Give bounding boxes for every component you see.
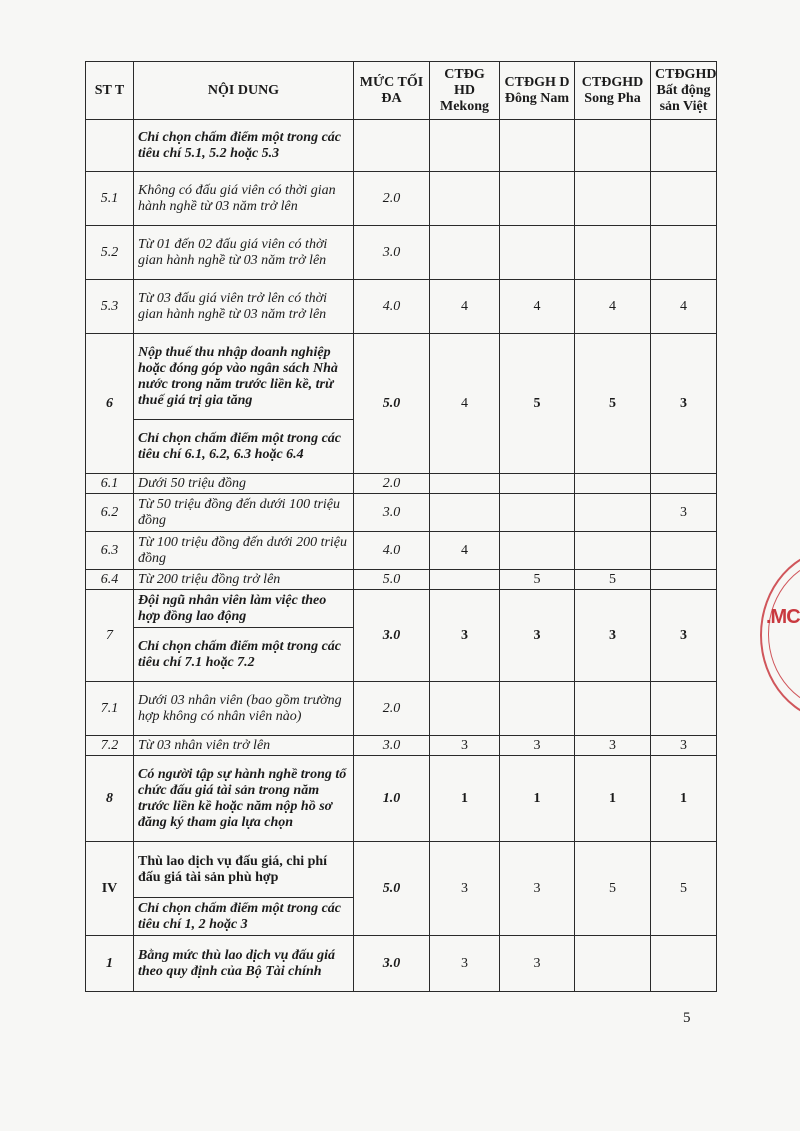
table-cell: 5.0 [354, 334, 430, 474]
table-cell: 3 [575, 590, 651, 682]
table-row [86, 120, 717, 172]
table-cell: 6.4 [86, 570, 134, 590]
table-cell: 3.0 [354, 936, 430, 992]
table-cell: 6.3 [86, 532, 134, 570]
table-cell: 3 [500, 936, 575, 992]
table-cell: Đội ngũ nhân viên làm việc theo hợp đồng lao động [134, 590, 354, 628]
table-cell: 2.0 [354, 474, 430, 494]
table-cell: 1 [651, 756, 717, 842]
table-cell: 7 [86, 590, 134, 682]
table-cell: Từ 50 triệu đồng đến dưới 100 triệu đồng [134, 494, 354, 532]
table-cell: 5 [651, 842, 717, 936]
table-cell: 3.0 [354, 736, 430, 756]
table-cell: 5.0 [354, 570, 430, 590]
table-cell: 4 [430, 532, 500, 570]
table-cell: Từ 03 đấu giá viên trở lên có thời gian hành nghề từ 03 năm trở lên [134, 280, 354, 334]
table-cell: 5.0 [354, 842, 430, 936]
table-cell: 5.2 [86, 226, 134, 280]
stamp-text: .MC [766, 606, 800, 628]
page-number: 5 [683, 1010, 691, 1026]
criteria-note: Chỉ chọn chấm điểm một trong các tiêu chí 5.1, 5.2 hoặc 5.3 [134, 120, 354, 172]
table-cell: 4.0 [354, 532, 430, 570]
table-cell: 3.0 [354, 590, 430, 682]
table-cell: Dưới 50 triệu đồng [134, 474, 354, 494]
table-cell: Thù lao dịch vụ đấu giá, chi phí đấu giá tài sản phù hợp [134, 842, 354, 898]
header-row [86, 62, 717, 120]
header-company-2: CTĐGH D Đông Nam [500, 62, 575, 120]
table-cell: Dưới 03 nhân viên (bao gồm trường hợp không có nhân viên nào) [134, 682, 354, 736]
table-row [86, 334, 717, 420]
table-cell: Có người tập sự hành nghề trong tổ chức đấu giá tài sản trong năm trước liền kề hoặc năm nộp hồ sơ đăng ký tham gia lựa chọn [134, 756, 354, 842]
table-cell: 6.1 [86, 474, 134, 494]
table-cell: 7.2 [86, 736, 134, 756]
table-cell: Chỉ chọn chấm điểm một trong các tiêu chí 1, 2 hoặc 3 [134, 898, 354, 936]
table-cell: 5 [575, 334, 651, 474]
table-row [86, 494, 717, 532]
table-cell: 8 [86, 756, 134, 842]
header-max: MỨC TỐI ĐA [354, 62, 430, 120]
table-cell: 3 [651, 590, 717, 682]
table-cell: 5 [575, 570, 651, 590]
table-row [86, 756, 717, 842]
table-row [86, 590, 717, 628]
table-row [86, 842, 717, 898]
table-cell: Bằng mức thù lao dịch vụ đấu giá theo quy định của Bộ Tài chính [134, 936, 354, 992]
table-cell: 5 [500, 334, 575, 474]
header-company-4: CTĐGHD Bất động sản Việt [651, 62, 717, 120]
table-cell: 4 [430, 334, 500, 474]
table-row [86, 474, 717, 494]
table-cell: 1 [86, 936, 134, 992]
table-cell: 5.3 [86, 280, 134, 334]
table-cell: 1 [575, 756, 651, 842]
table-cell: 4.0 [354, 280, 430, 334]
table-row [86, 532, 717, 570]
table-cell: 3 [500, 736, 575, 756]
table-cell: 3 [430, 590, 500, 682]
table-cell: Từ 03 nhân viên trở lên [134, 736, 354, 756]
table-cell: 7.1 [86, 682, 134, 736]
table-cell: 4 [500, 280, 575, 334]
table-cell: 3.0 [354, 494, 430, 532]
table-row [86, 280, 717, 334]
table-cell: 3 [430, 842, 500, 936]
table-cell: 3 [430, 736, 500, 756]
table-row [86, 226, 717, 280]
table-row [86, 936, 717, 992]
red-stamp [752, 548, 800, 718]
table-cell: 3 [651, 494, 717, 532]
table-cell: 3 [500, 590, 575, 682]
table-cell: 6.2 [86, 494, 134, 532]
table-cell: Nộp thuế thu nhập doanh nghiệp hoặc đóng góp vào ngân sách Nhà nước trong năm trước liền kề, trừ thuế giá trị gia tăng [134, 334, 354, 420]
table-cell: 1 [500, 756, 575, 842]
criteria-table [85, 61, 717, 992]
table-cell: 2.0 [354, 682, 430, 736]
header-stt: ST T [86, 62, 134, 120]
table-cell: Từ 200 triệu đồng trở lên [134, 570, 354, 590]
table-cell: Từ 100 triệu đồng đến dưới 200 triệu đồng [134, 532, 354, 570]
table-cell: 4 [575, 280, 651, 334]
header-company-1: CTĐG HD Mekong [430, 62, 500, 120]
table-cell: 3 [651, 736, 717, 756]
table-cell: 5.1 [86, 172, 134, 226]
table-cell: 3 [651, 334, 717, 474]
table-cell: 4 [651, 280, 717, 334]
table-cell: 2.0 [354, 172, 430, 226]
table-cell: 3 [430, 936, 500, 992]
table-row [86, 172, 717, 226]
table-cell: 5 [500, 570, 575, 590]
table-cell: 1 [430, 756, 500, 842]
table-row [86, 736, 717, 756]
header-content: NỘI DUNG [134, 62, 354, 120]
table-row [86, 570, 717, 590]
table-cell: 5 [575, 842, 651, 936]
table-cell: Chỉ chọn chấm điểm một trong các tiêu chí 7.1 hoặc 7.2 [134, 628, 354, 682]
table-cell: Không có đấu giá viên có thời gian hành nghề từ 03 năm trở lên [134, 172, 354, 226]
table-row [86, 682, 717, 736]
table-cell: 4 [430, 280, 500, 334]
table-cell: Chỉ chọn chấm điểm một trong các tiêu chí 6.1, 6.2, 6.3 hoặc 6.4 [134, 420, 354, 474]
header-company-3: CTĐGHD Song Pha [575, 62, 651, 120]
table-cell: 6 [86, 334, 134, 474]
table-cell: Từ 01 đến 02 đấu giá viên có thời gian hành nghề từ 03 năm trở lên [134, 226, 354, 280]
table-cell: 3 [500, 842, 575, 936]
table-cell: 3 [575, 736, 651, 756]
table-cell: 1.0 [354, 756, 430, 842]
table-cell: 3.0 [354, 226, 430, 280]
table-cell: IV [86, 842, 134, 936]
